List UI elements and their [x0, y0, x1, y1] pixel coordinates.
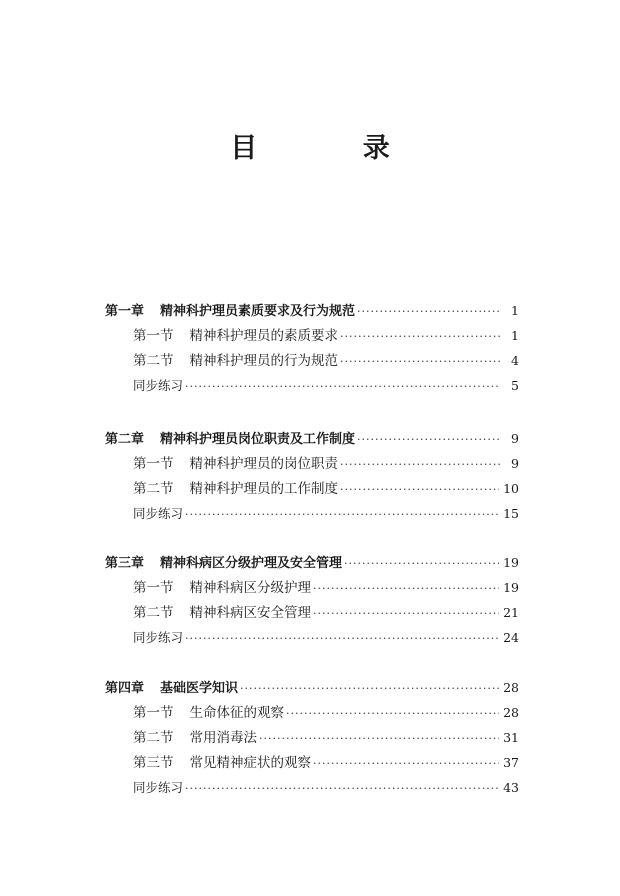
- toc-page-number: 1: [511, 303, 519, 318]
- toc-entry-number: 第一节: [133, 580, 174, 596]
- toc-page-number: 28: [503, 680, 519, 695]
- toc-entry-number: 第二节: [133, 481, 174, 497]
- toc-entry-exercise[interactable]: [133, 503, 519, 525]
- toc-entry-title: 常见精神症状的观察: [189, 755, 311, 771]
- dot-leader: [185, 376, 501, 398]
- dot-leader: [313, 578, 499, 600]
- toc-entry-title: 常用消毒法: [189, 730, 257, 746]
- toc-entry-section[interactable]: [133, 727, 519, 749]
- toc-page-number: 43: [503, 780, 519, 795]
- toc-page-number: 15: [503, 506, 519, 521]
- toc-entry-section[interactable]: [133, 453, 519, 475]
- toc-entry-title: 同步练习: [133, 506, 184, 521]
- toc-entry-section[interactable]: [133, 325, 519, 347]
- toc-entry-number: 第四章: [105, 681, 145, 696]
- toc-page-number: 9: [511, 431, 519, 446]
- dot-leader: [185, 778, 499, 800]
- toc-entry-title: 精神科护理员岗位职责及工作制度: [160, 432, 356, 447]
- toc-entry-chapter[interactable]: [105, 677, 519, 699]
- dot-leader: [344, 553, 499, 575]
- dot-leader: [185, 504, 499, 526]
- toc-entry-title: 精神科护理员的工作制度: [189, 481, 338, 497]
- toc-entry-title: 精神科病区分级护理: [189, 580, 311, 596]
- toc-entry-title: 同步练习: [133, 630, 184, 645]
- toc-entry-title: 同步练习: [133, 378, 184, 393]
- toc-entry-title: 精神科病区分级护理及安全管理: [160, 556, 343, 571]
- toc-page-number: 37: [503, 755, 519, 770]
- toc-page-number: 9: [511, 456, 519, 471]
- toc-entry-title: 同步练习: [133, 780, 184, 795]
- toc-entry-number: 第二节: [133, 353, 174, 369]
- toc-entry-title: 生命体征的观察: [189, 705, 284, 721]
- toc-entry-number: 第一章: [105, 304, 145, 319]
- toc-entry-title: 精神科护理员的素质要求: [189, 328, 338, 344]
- toc-entry-number: 第二章: [105, 432, 145, 447]
- toc-page-number: 4: [511, 353, 519, 368]
- toc-page-number: 24: [503, 630, 519, 645]
- dot-leader: [340, 479, 499, 501]
- toc-entry-number: 第一节: [133, 328, 174, 344]
- dot-leader: [185, 628, 499, 650]
- toc-entry-number: 第一节: [133, 705, 174, 721]
- toc-entry-section[interactable]: [133, 752, 519, 774]
- dot-leader: [340, 351, 501, 373]
- dot-leader: [340, 454, 501, 476]
- toc-entry-exercise[interactable]: [133, 627, 519, 649]
- toc-page-number: 10: [503, 481, 519, 496]
- toc-page-number: 19: [503, 555, 519, 570]
- dot-leader: [313, 753, 499, 775]
- dot-leader: [357, 301, 501, 323]
- dot-leader: [357, 429, 501, 451]
- toc-page-number: 1: [511, 328, 519, 343]
- toc-page-number: 28: [503, 705, 519, 720]
- dot-leader: [313, 603, 499, 625]
- toc-page-number: 5: [511, 378, 519, 393]
- toc-page-number: 31: [503, 730, 519, 745]
- toc-page-number: 21: [503, 605, 519, 620]
- toc-entry-section[interactable]: [133, 602, 519, 624]
- toc-entry-title: 精神科护理员的岗位职责: [189, 456, 338, 472]
- toc-entry-section[interactable]: [133, 350, 519, 372]
- dot-leader: [286, 703, 499, 725]
- toc-entry-section[interactable]: [133, 577, 519, 599]
- toc-entry-section[interactable]: [133, 478, 519, 500]
- toc-entry-number: 第三章: [105, 556, 145, 571]
- toc-entry-number: 第一节: [133, 456, 174, 472]
- toc-page-number: 19: [503, 580, 519, 595]
- toc-entry-title: 精神科护理员的行为规范: [189, 353, 338, 369]
- toc-entry-chapter[interactable]: [105, 428, 519, 450]
- toc-entry-chapter[interactable]: [105, 552, 519, 574]
- toc-entry-exercise[interactable]: [133, 375, 519, 397]
- toc-entry-number: 第二节: [133, 730, 174, 746]
- dot-leader: [340, 326, 501, 348]
- toc-entry-section[interactable]: [133, 702, 519, 724]
- toc-entry-title: 基础医学知识: [160, 681, 239, 696]
- toc-entry-title: 精神科病区安全管理: [189, 605, 311, 621]
- toc-entry-exercise[interactable]: [133, 777, 519, 799]
- toc-entry-number: 第二节: [133, 605, 174, 621]
- toc-entry-number: 第三节: [133, 755, 174, 771]
- page-title: 目 录: [230, 133, 438, 164]
- toc-entry-title: 精神科护理员素质要求及行为规范: [160, 304, 356, 319]
- dot-leader: [259, 728, 499, 750]
- toc-entry-chapter[interactable]: [105, 300, 519, 322]
- dot-leader: [240, 678, 499, 700]
